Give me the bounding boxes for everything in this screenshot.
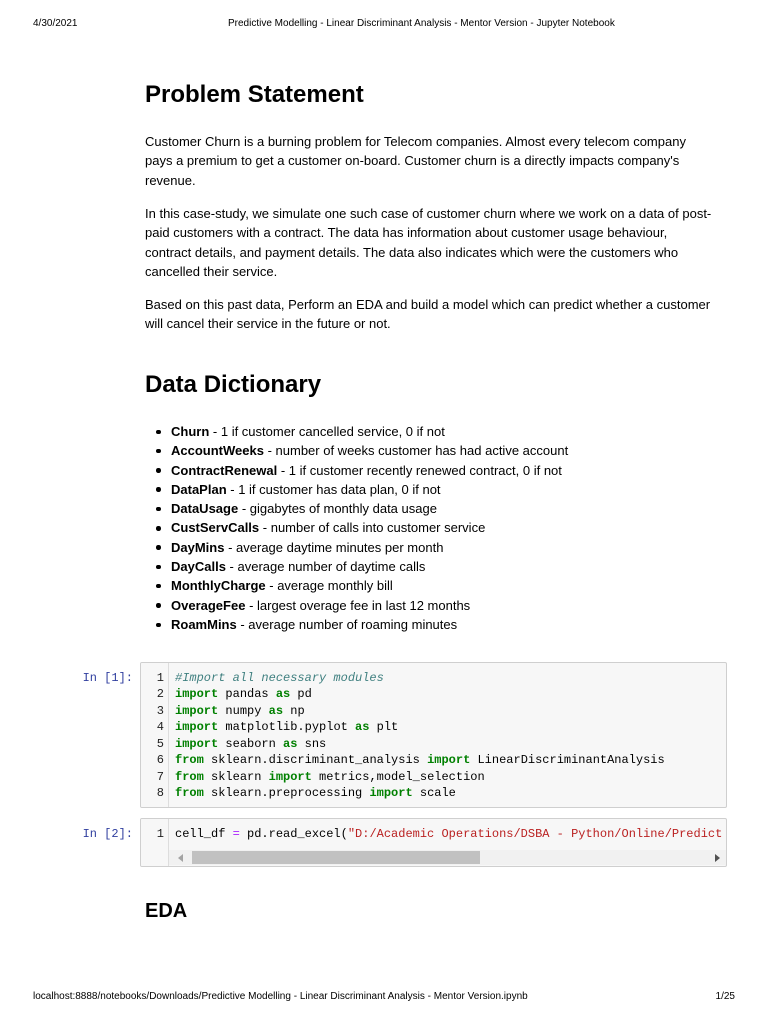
- data-dictionary-list: [145, 422, 568, 634]
- keyword-token: as: [268, 703, 284, 718]
- code-line: [141, 736, 726, 753]
- print-url: localhost:8888/notebooks/Downloads/Predictive Modelling - Linear Discriminant Analysis - Mentor Version.ipynb: [33, 991, 528, 1002]
- field-name: DataPlan: [171, 481, 227, 497]
- code-line: [141, 703, 726, 720]
- line-number: 7: [156, 769, 164, 784]
- keyword-token: import: [175, 687, 219, 702]
- field-description: - number of calls into customer service: [262, 520, 486, 536]
- line-number: 5: [156, 736, 164, 751]
- keyword-token: from: [175, 769, 204, 784]
- field-name: MonthlyCharge: [171, 578, 266, 594]
- scroll-left-button[interactable]: [172, 850, 190, 865]
- field-name: Churn: [171, 424, 210, 439]
- field-description: - average number of daytime calls: [229, 559, 426, 575]
- paragraph-line: Customer Churn is a burning problem for Telecom companies. Almost every telecom company: [145, 134, 686, 149]
- eda-heading: EDA: [145, 900, 188, 922]
- line-number: 4: [156, 720, 164, 735]
- list-item: [145, 576, 568, 595]
- comment-token: #Import all necessary modules: [175, 670, 384, 685]
- list-item: [145, 615, 568, 634]
- field-description: - average number of roaming minutes: [240, 616, 458, 632]
- code-token: LinearDiscriminantAnalysis: [470, 753, 665, 768]
- code-line: [141, 769, 726, 786]
- code-line: [141, 826, 726, 843]
- print-date: 4/30/2021: [33, 18, 78, 29]
- code-line: [141, 686, 726, 703]
- scroll-left-arrow-icon: [178, 854, 183, 862]
- data-dictionary-heading: Data Dictionary: [145, 371, 322, 398]
- horizontal-scrollbar[interactable]: [169, 850, 726, 865]
- code-token: cell_df: [175, 826, 233, 841]
- code-token: metrics,model_selection: [311, 769, 485, 784]
- field-description: - largest overage fee in last 12 months: [249, 597, 471, 613]
- line-number: 1: [156, 670, 164, 685]
- code-token: plt: [369, 720, 399, 735]
- field-description: - average daytime minutes per month: [228, 539, 444, 555]
- scroll-right-button[interactable]: [708, 850, 726, 865]
- paragraph-line: contract details, and payment details. The data also indicates which were the customers who: [145, 244, 679, 260]
- problem-statement-heading: Problem Statement: [145, 81, 364, 108]
- print-title: Predictive Modelling - Linear Discriminant Analysis - Mentor Version - Jupyter Notebook: [228, 18, 615, 29]
- code-token: sklearn: [203, 769, 269, 784]
- paragraph-line: In this case-study, we simulate one such case of customer churn where we work on a data of post-: [145, 206, 712, 221]
- list-item: [145, 538, 568, 557]
- paragraph-line: pays a premium to get a customer on-board. Customer churn is a directly impacts company's: [145, 153, 680, 169]
- field-name: DayCalls: [171, 559, 226, 575]
- paragraph-line: revenue.: [145, 172, 196, 188]
- list-item: [145, 499, 568, 518]
- paragraph: [145, 132, 686, 190]
- code-token: pd: [290, 687, 312, 702]
- line-number: 8: [156, 786, 164, 801]
- field-name: CustServCalls: [171, 520, 260, 536]
- field-description: - 1 if customer cancelled service, 0 if not: [212, 424, 445, 439]
- operator-token: =: [232, 826, 240, 841]
- line-number: 6: [156, 753, 164, 768]
- code-lines: [141, 670, 726, 803]
- code-token: matplotlib.pyplot: [218, 720, 356, 735]
- paragraph-line: paid customers with a contract. The data has information about customer usage behaviour,: [145, 225, 668, 241]
- field-description: - gigabytes of monthly data usage: [241, 501, 437, 517]
- code-cell-input[interactable]: [140, 662, 727, 808]
- keyword-token: as: [275, 687, 291, 702]
- scrollbar-thumb[interactable]: [192, 851, 480, 864]
- keyword-token: import: [175, 703, 219, 718]
- keyword-token: from: [175, 786, 204, 801]
- code-line: [141, 719, 726, 736]
- code-token: pandas: [218, 687, 276, 702]
- keyword-token: import: [175, 720, 219, 735]
- code-token: numpy: [218, 703, 269, 718]
- field-name: AccountWeeks: [171, 443, 264, 459]
- code-token: sklearn.preprocessing: [203, 786, 370, 801]
- line-number: 1: [156, 826, 164, 841]
- code-line: [141, 670, 726, 687]
- line-number: 3: [156, 703, 164, 718]
- keyword-token: import: [268, 769, 312, 784]
- code-cell-input[interactable]: [140, 818, 727, 867]
- keyword-token: import: [369, 786, 413, 801]
- field-description: - number of weeks customer has had active account: [267, 443, 569, 459]
- code-line: [141, 785, 726, 802]
- paragraph-line: Based on this past data, Perform an EDA and build a model which can predict whether a customer: [145, 297, 711, 312]
- keyword-token: as: [355, 720, 370, 735]
- keyword-token: as: [283, 736, 298, 751]
- line-number: 2: [156, 687, 164, 702]
- list-item: [145, 461, 568, 480]
- paragraph: [145, 295, 710, 334]
- keyword-token: import: [175, 736, 219, 751]
- field-name: ContractRenewal: [171, 462, 278, 478]
- code-token: sns: [297, 736, 327, 751]
- page-number: 1/25: [715, 991, 735, 1002]
- keyword-token: import: [427, 753, 471, 768]
- field-name: DayMins: [171, 539, 225, 555]
- paragraph-line: cancelled their service.: [145, 263, 278, 279]
- string-token: "D:/Academic Operations/DSBA - Python/Online/Predict: [347, 826, 723, 841]
- input-prompt: In [1]:: [82, 670, 133, 685]
- field-name: DataUsage: [171, 501, 239, 517]
- paragraph: [145, 204, 711, 281]
- field-name: OverageFee: [171, 597, 246, 613]
- field-description: - 1 if customer has data plan, 0 if not: [230, 481, 441, 497]
- code-token: pd.read_excel(: [239, 826, 348, 841]
- code-token: scale: [412, 786, 456, 801]
- input-prompt: In [2]:: [82, 826, 133, 841]
- list-item: [145, 557, 568, 576]
- code-token: sklearn.discriminant_analysis: [203, 753, 428, 768]
- field-description: - 1 if customer recently renewed contract, 0 if not: [280, 462, 562, 478]
- paragraph-line: will cancel their service in the future or not.: [145, 316, 391, 332]
- code-line: [141, 752, 726, 769]
- code-token: np: [283, 703, 305, 718]
- keyword-token: from: [175, 753, 204, 768]
- list-item: [145, 480, 568, 499]
- code-lines: [141, 826, 726, 843]
- list-item: [145, 518, 568, 537]
- code-token: seaborn: [218, 736, 284, 751]
- field-name: RoamMins: [171, 616, 237, 632]
- scrollbar-track[interactable]: [190, 850, 708, 865]
- list-item: [145, 596, 568, 615]
- list-item: [145, 422, 568, 441]
- field-description: - average monthly bill: [269, 578, 393, 594]
- list-item: [145, 441, 568, 460]
- scroll-right-arrow-icon: [715, 854, 720, 862]
